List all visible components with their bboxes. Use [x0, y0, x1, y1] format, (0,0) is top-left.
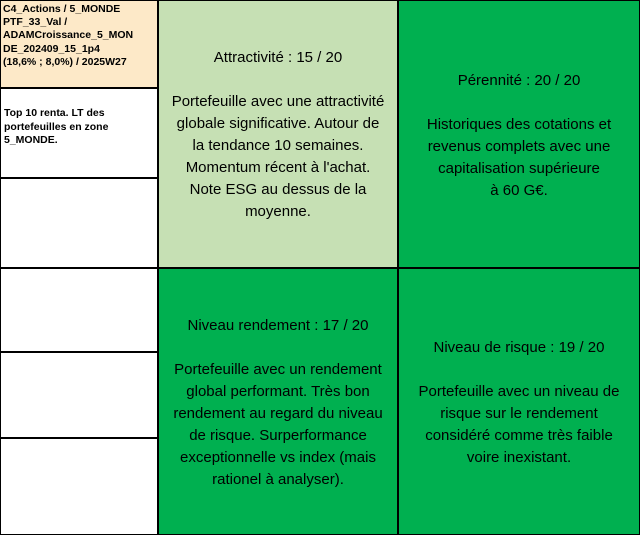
empty-cell [0, 178, 158, 268]
perennite-text-line: Historiques des cotations et [426, 116, 612, 133]
rendement-text-line: rendement au regard du niveau [173, 405, 383, 422]
attractivite-text-line: Note ESG au dessus de la [189, 181, 367, 198]
perennite-text-line: à 60 G€. [490, 182, 548, 199]
title-line: ADAMCroissance_5_MON [3, 29, 134, 42]
empty-cell [0, 438, 158, 535]
perennite-text-line: capitalisation supérieure [438, 160, 600, 177]
description-line: 5_MONDE. [4, 134, 58, 146]
description-line: portefeuilles en zone [4, 120, 109, 133]
perennite-text-line: revenus complets avec une [427, 138, 611, 155]
rendement-text-line: Portefeuille avec un rendement [174, 361, 382, 378]
empty-cell [0, 268, 158, 352]
risque-text-line: risque sur le rendement [440, 405, 598, 422]
risque-text-line: considéré comme très faible [425, 427, 613, 444]
portfolio-title-cell [0, 0, 158, 88]
risque-heading: Niveau de risque : 19 / 20 [433, 339, 605, 356]
perennite-heading: Pérennité : 20 / 20 [457, 72, 581, 89]
empty-cell [0, 352, 158, 438]
rendement-text-line: exceptionnelle vs index (mais [180, 449, 376, 466]
portfolio-description-cell [0, 88, 158, 178]
attractivite-text-line: Portefeuille avec une attractivité [171, 93, 385, 110]
attractivite-heading: Attractivité : 15 / 20 [213, 49, 343, 66]
risque-text-line: Portefeuille avec un niveau de [418, 383, 620, 400]
rendement-text-line: rationel à analyser). [212, 471, 344, 488]
risque-panel [398, 268, 640, 535]
attractivite-panel [158, 0, 398, 268]
attractivite-text-line: la tendance 10 semaines. [192, 137, 364, 154]
title-line: (18,6% ; 8,0%) / 2025W27 [3, 55, 127, 68]
description-line: Top 10 renta. LT des [4, 107, 105, 119]
attractivite-text-line: moyenne. [245, 203, 311, 220]
attractivite-text-line: globale significative. Autour de [176, 115, 380, 132]
perennite-panel [398, 0, 640, 268]
rendement-text-line: de risque. Surperformance [189, 427, 367, 444]
rendement-text-line: global performant. Très bon [186, 383, 370, 400]
risque-text-line: voire inexistant. [466, 449, 572, 466]
rendement-panel [158, 268, 398, 535]
title-line: PTF_33_Val / [3, 16, 68, 29]
title-line: C4_Actions / 5_MONDE [3, 3, 121, 15]
title-line: DE_202409_15_1p4 [3, 42, 100, 55]
rendement-heading: Niveau rendement : 17 / 20 [187, 317, 369, 334]
attractivite-text-line: Momentum récent à l'achat. [185, 159, 371, 176]
